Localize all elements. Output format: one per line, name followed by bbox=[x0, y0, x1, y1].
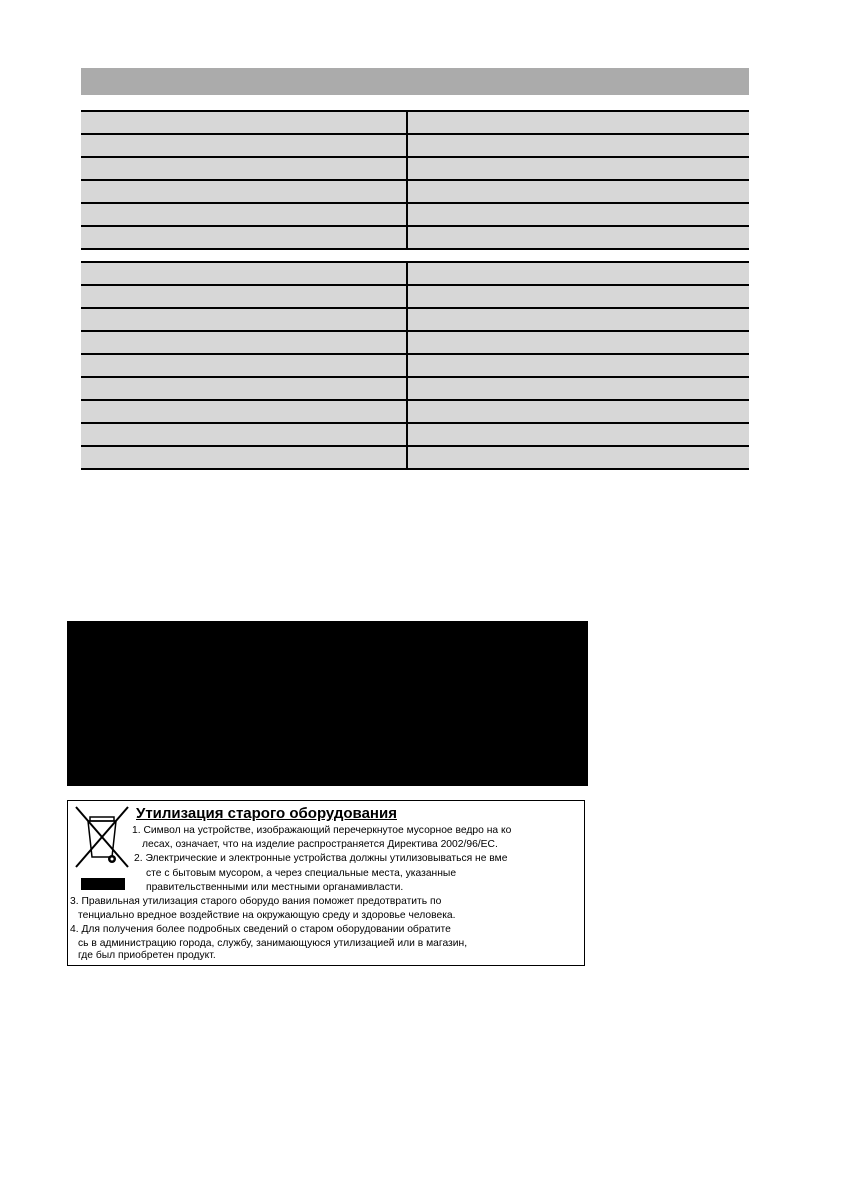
spec-table-2 bbox=[81, 261, 749, 470]
table-row bbox=[81, 263, 749, 286]
disposal-line: тенциально вредное воздействие на окружающую среду и здоровье человека. bbox=[78, 910, 456, 921]
disposal-line: 1. Символ на устройстве, изображающий перечеркнутое мусорное ведро на ко bbox=[132, 825, 512, 836]
black-bar bbox=[81, 878, 125, 890]
table-row bbox=[81, 424, 749, 447]
disposal-title: Утилизация старого оборудования bbox=[136, 805, 397, 822]
table-row bbox=[81, 355, 749, 378]
crossed-bin-icon bbox=[74, 805, 130, 869]
table-row bbox=[81, 158, 749, 181]
table-row bbox=[81, 309, 749, 332]
table-row bbox=[81, 204, 749, 227]
disposal-line: сте с бытовым мусором, а через специальные места, указанные bbox=[146, 868, 457, 879]
table-row bbox=[81, 401, 749, 424]
disposal-line: лесах, означает, что на изделие распространяется Директива 2002/96/ЕС. bbox=[142, 839, 498, 850]
table-row bbox=[81, 112, 749, 135]
table-row bbox=[81, 378, 749, 401]
disposal-line: 4. Для получения более подробных сведений о старом оборудовании обратите bbox=[70, 924, 451, 935]
disposal-line: 2. Электрические и электронные устройства должны утилизовываться не вме bbox=[134, 853, 508, 864]
table-row bbox=[81, 227, 749, 250]
disposal-line: где был приобретен продукт. bbox=[78, 950, 216, 961]
table-row bbox=[81, 447, 749, 470]
disposal-line: сь в администрацию города, службу, занимающуюся утилизацией или в магазин, bbox=[78, 938, 468, 949]
table-row bbox=[81, 286, 749, 309]
redacted-block bbox=[67, 621, 588, 786]
disposal-line: 3. Правильная утилизация старого оборудо вания поможет предотвратить по bbox=[70, 896, 442, 907]
table-header-bar bbox=[81, 68, 749, 95]
disposal-notice bbox=[67, 800, 585, 966]
table-row bbox=[81, 181, 749, 204]
spec-table-1 bbox=[81, 110, 749, 250]
table-row bbox=[81, 135, 749, 158]
table-row bbox=[81, 332, 749, 355]
disposal-line: правительственными или местными органамивласти. bbox=[146, 882, 404, 893]
